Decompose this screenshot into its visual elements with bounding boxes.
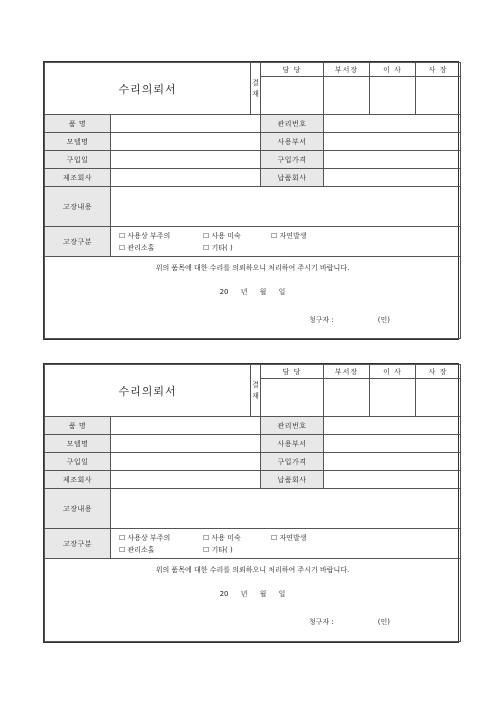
requester-line bbox=[55, 617, 450, 627]
fault-content-field[interactable] bbox=[111, 187, 461, 227]
option-natural[interactable]: ☐ 자연발생 bbox=[271, 231, 307, 240]
requester-line bbox=[55, 315, 450, 325]
seal-label: (인) bbox=[377, 618, 391, 626]
option-poor-management[interactable]: ☐ 관리소홀 bbox=[119, 243, 155, 252]
requester-label: 청구자 : bbox=[308, 316, 334, 324]
field-label: 납품회사 bbox=[261, 169, 324, 187]
option-careless-use[interactable]: ☐ 사용상 부주의 bbox=[119, 231, 171, 240]
field-label: 구입가격 bbox=[261, 151, 324, 169]
field-label: 관리번호 bbox=[261, 417, 324, 435]
fault-type-label: 고장구분 bbox=[45, 529, 111, 559]
field-label: 제조회사 bbox=[45, 169, 111, 187]
field-label: 관리번호 bbox=[261, 115, 324, 133]
approval-label: 결 재 bbox=[251, 63, 261, 115]
field-label: 사용부서 bbox=[261, 133, 324, 151]
form-table bbox=[44, 364, 461, 642]
date-line: 20 년 월 일 bbox=[219, 590, 286, 598]
request-section bbox=[45, 257, 461, 339]
field-label: 모델명 bbox=[45, 133, 111, 151]
approval-box[interactable] bbox=[324, 379, 370, 417]
field-value[interactable] bbox=[111, 453, 261, 471]
approval-box[interactable] bbox=[416, 379, 461, 417]
seal-label: (인) bbox=[377, 316, 391, 324]
repair-request-form-2 bbox=[43, 363, 459, 643]
fault-type-options bbox=[111, 227, 461, 257]
field-label: 품 명 bbox=[45, 115, 111, 133]
form-title: 수리의뢰서 bbox=[45, 365, 251, 417]
fault-type-label: 고장구분 bbox=[45, 227, 111, 257]
field-value[interactable] bbox=[111, 151, 261, 169]
approval-box[interactable] bbox=[261, 77, 324, 115]
field-value[interactable] bbox=[111, 417, 261, 435]
field-value[interactable] bbox=[324, 151, 461, 169]
field-value[interactable] bbox=[111, 115, 261, 133]
approval-header-president: 사 장 bbox=[416, 63, 461, 77]
field-label: 사용부서 bbox=[261, 435, 324, 453]
date-line: 20 년 월 일 bbox=[219, 288, 286, 296]
field-label: 구입일 bbox=[45, 453, 111, 471]
fault-content-label: 고장내용 bbox=[45, 187, 111, 227]
field-label: 모델명 bbox=[45, 435, 111, 453]
repair-request-form-1 bbox=[43, 61, 459, 340]
requester-label: 청구자 : bbox=[308, 618, 334, 626]
field-value[interactable] bbox=[111, 435, 261, 453]
field-label: 품 명 bbox=[45, 417, 111, 435]
approval-header-president: 사 장 bbox=[416, 365, 461, 379]
approval-box[interactable] bbox=[261, 379, 324, 417]
approval-header-manager: 담 당 bbox=[261, 63, 324, 77]
approval-header-director: 이 사 bbox=[370, 63, 416, 77]
approval-header-dept-head: 부서장 bbox=[324, 365, 370, 379]
field-value[interactable] bbox=[324, 417, 461, 435]
field-value[interactable] bbox=[111, 169, 261, 187]
fault-content-label: 고장내용 bbox=[45, 489, 111, 529]
option-natural[interactable]: ☐ 자연발생 bbox=[271, 533, 307, 542]
field-value[interactable] bbox=[324, 169, 461, 187]
option-inexperience[interactable]: ☐ 사용 미숙 bbox=[203, 231, 241, 240]
approval-header-dept-head: 부서장 bbox=[324, 63, 370, 77]
approval-box[interactable] bbox=[370, 77, 416, 115]
approval-box[interactable] bbox=[370, 379, 416, 417]
option-other[interactable]: ☐ 기타( ) bbox=[203, 545, 233, 554]
form-table bbox=[44, 62, 461, 339]
request-section bbox=[45, 559, 461, 642]
request-text: 위의 품목에 대한 수리를 의뢰하오니 처리하여 주시기 바랍니다. bbox=[155, 566, 350, 574]
fault-type-options bbox=[111, 529, 461, 559]
approval-label: 결 재 bbox=[251, 365, 261, 417]
field-value[interactable] bbox=[324, 471, 461, 489]
approval-box[interactable] bbox=[416, 77, 461, 115]
request-text: 위의 품목에 대한 수리를 의뢰하오니 처리하여 주시기 바랍니다. bbox=[155, 264, 350, 272]
option-other[interactable]: ☐ 기타( ) bbox=[203, 243, 233, 252]
fault-content-field[interactable] bbox=[111, 489, 461, 529]
field-label: 구입일 bbox=[45, 151, 111, 169]
field-label: 구입가격 bbox=[261, 453, 324, 471]
field-value[interactable] bbox=[324, 453, 461, 471]
field-value[interactable] bbox=[324, 133, 461, 151]
field-value[interactable] bbox=[111, 133, 261, 151]
field-label: 제조회사 bbox=[45, 471, 111, 489]
field-value[interactable] bbox=[324, 435, 461, 453]
field-label: 납품회사 bbox=[261, 471, 324, 489]
field-value[interactable] bbox=[111, 471, 261, 489]
field-value[interactable] bbox=[324, 115, 461, 133]
form-title: 수리의뢰서 bbox=[45, 63, 251, 115]
option-careless-use[interactable]: ☐ 사용상 부주의 bbox=[119, 533, 171, 542]
approval-header-director: 이 사 bbox=[370, 365, 416, 379]
approval-header-manager: 담 당 bbox=[261, 365, 324, 379]
option-poor-management[interactable]: ☐ 관리소홀 bbox=[119, 545, 155, 554]
option-inexperience[interactable]: ☐ 사용 미숙 bbox=[203, 533, 241, 542]
approval-box[interactable] bbox=[324, 77, 370, 115]
